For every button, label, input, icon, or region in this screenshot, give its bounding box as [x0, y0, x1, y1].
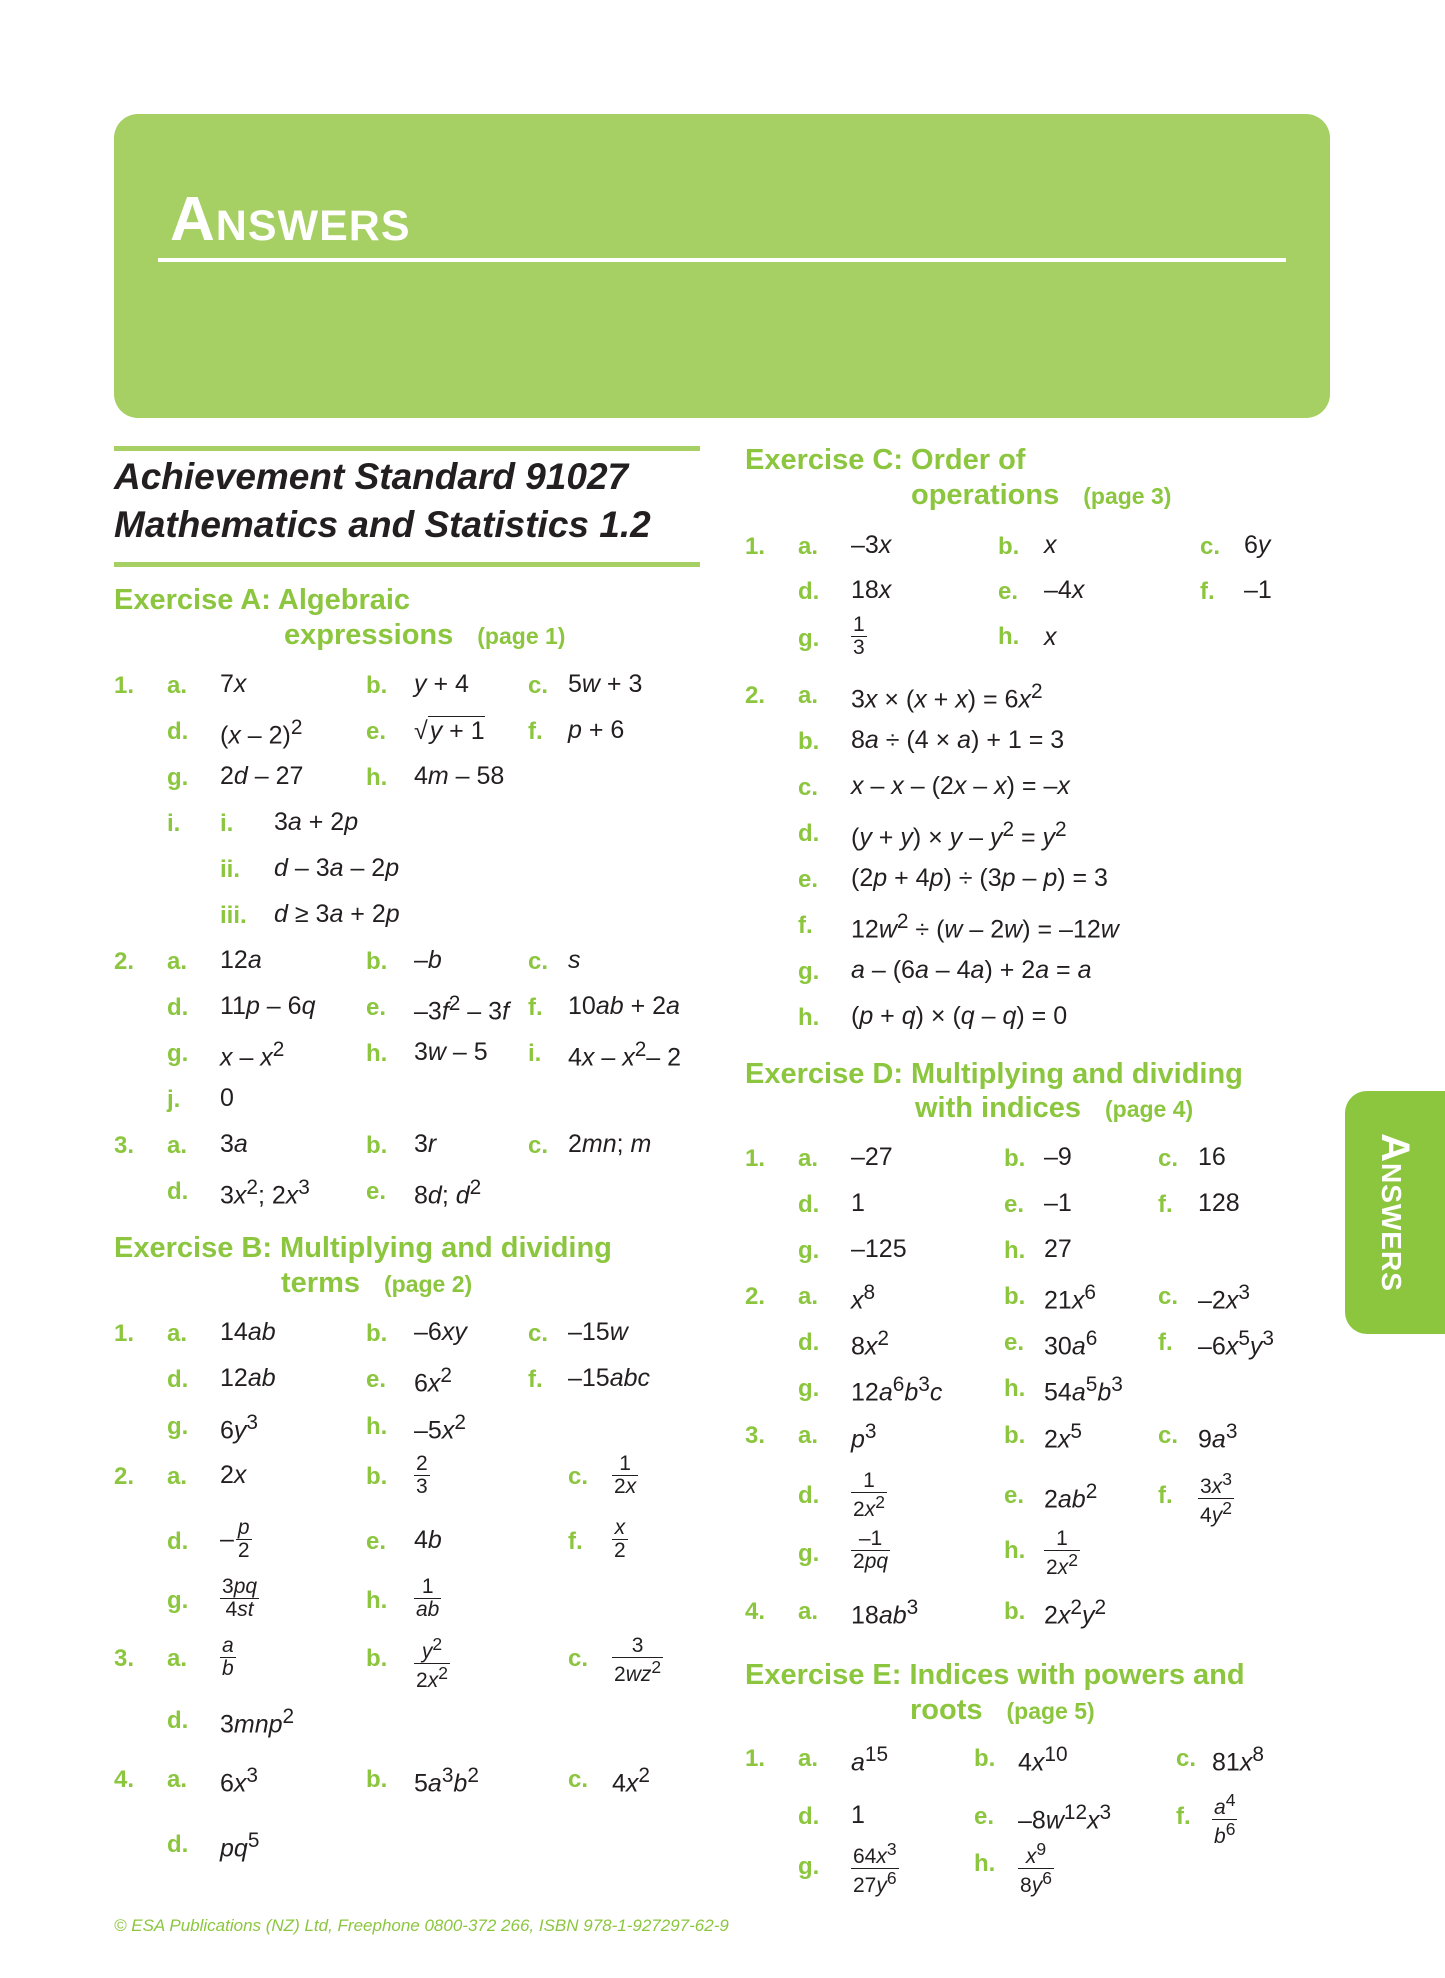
part-label: a.	[798, 1145, 819, 1172]
answer: $4x^{10}$	[1018, 1743, 1068, 1777]
answer: $\frac{1}{3}$	[853, 613, 865, 660]
part-label: e.	[366, 718, 387, 745]
standard-top-rule	[114, 446, 700, 451]
answer: $pq^5$	[220, 1829, 260, 1863]
answer: $2x^2y^2$	[1044, 1596, 1107, 1630]
part-label: f.	[568, 1528, 583, 1555]
question-number: 2.	[745, 682, 766, 709]
part-label: b.	[366, 1766, 388, 1793]
answer: $4x^2$	[612, 1764, 650, 1798]
answer: 18x	[851, 576, 892, 604]
part-label: c.	[1158, 1283, 1179, 1310]
part-label: c.	[528, 1320, 549, 1347]
answer: p + 6	[568, 716, 625, 744]
part-label: f.	[1158, 1482, 1173, 1509]
answer: 3w – 5	[414, 1038, 488, 1066]
answer: –3x	[851, 531, 892, 559]
part-label: b.	[1004, 1598, 1026, 1625]
answer: $\frac{a^4}{b^6}$	[1214, 1790, 1236, 1849]
answer: $\frac{x^9}{8y^6}$	[1020, 1839, 1052, 1898]
part-label: b.	[998, 533, 1020, 560]
part-label: c.	[528, 672, 549, 699]
part-label: e.	[974, 1803, 995, 1830]
exercise-d-page-ref: (page 4)	[1104, 1096, 1194, 1122]
banner-rule	[158, 258, 1286, 262]
answer: $5a^3b^2$	[414, 1764, 479, 1798]
answer: 2d – 27	[220, 762, 304, 790]
answer: 8d; $d^2$	[414, 1176, 482, 1210]
answer: 16	[1198, 1143, 1226, 1171]
part-label: g.	[167, 1040, 189, 1067]
answer: 0	[220, 1084, 234, 1112]
part-label: b.	[1004, 1422, 1026, 1449]
part-label: e.	[366, 1178, 387, 1205]
part-label: h.	[1004, 1537, 1026, 1564]
answer: 1	[851, 1801, 865, 1829]
answer: $2ab^2$	[1044, 1480, 1098, 1514]
part-label: h.	[366, 1587, 388, 1614]
part-label: g.	[167, 1587, 189, 1614]
answer: –4x	[1044, 576, 1085, 604]
answer: 3r	[414, 1130, 437, 1158]
question-number: 2.	[114, 948, 135, 975]
part-label: e.	[1004, 1191, 1025, 1218]
answer: –9	[1044, 1143, 1072, 1171]
part-label: g.	[798, 1375, 820, 1402]
answer: $\frac{a}{b}$	[222, 1634, 234, 1681]
part-label: h.	[974, 1850, 996, 1877]
answer: 5w + 3	[568, 670, 643, 698]
answer: –27	[851, 1143, 893, 1171]
part-label: c.	[1176, 1745, 1197, 1772]
answer: 7x	[220, 670, 247, 698]
part-label: c.	[568, 1645, 589, 1672]
part-label: f.	[1158, 1191, 1173, 1218]
part-label: e.	[366, 1528, 387, 1555]
side-tab	[1345, 1091, 1445, 1334]
question-number: 2.	[745, 1283, 766, 1310]
part-label: a.	[798, 1422, 819, 1449]
part-label: a.	[167, 1320, 188, 1347]
answer: $3x^2$; $2x^3$	[220, 1176, 310, 1210]
part-label: g.	[798, 1237, 820, 1264]
answer: 2mn; m	[568, 1130, 652, 1158]
part-label: c.	[568, 1766, 589, 1793]
part-label: a.	[798, 682, 819, 709]
part-label: b.	[366, 1132, 388, 1159]
answer: 14ab	[220, 1318, 276, 1346]
subpart-label: iii.	[220, 902, 247, 929]
question-number: 1.	[114, 1320, 135, 1347]
part-label: g.	[798, 625, 820, 652]
answer: $-6x^5y^3$	[1198, 1327, 1274, 1361]
answer: d – 3a – 2p	[274, 854, 400, 882]
exercise-b-page-ref: (page 2)	[384, 1271, 473, 1297]
part-label: b.	[366, 1463, 388, 1490]
part-label: c.	[528, 1132, 549, 1159]
part-label: d.	[167, 718, 189, 745]
answer: $-8w^{12}x^3$	[1018, 1801, 1112, 1835]
part-label: d.	[798, 1482, 820, 1509]
part-label: a.	[167, 1463, 188, 1490]
answer: 128	[1198, 1189, 1240, 1217]
answer: 3a	[220, 1130, 248, 1158]
part-label: f.	[528, 718, 543, 745]
exercise-a-heading-line1: Exercise A: Algebraic	[114, 584, 411, 616]
question-number: 4.	[745, 1598, 766, 1625]
answer: d ≥ 3a + 2p	[274, 900, 400, 928]
standard-bottom-rule	[114, 562, 700, 567]
part-label: b.	[366, 1645, 388, 1672]
part-label: a.	[167, 672, 188, 699]
question-number: 4.	[114, 1766, 135, 1793]
answer: s	[568, 946, 581, 974]
part-label: a.	[798, 1745, 819, 1772]
part-label: f.	[1200, 578, 1215, 605]
part-label: d.	[167, 1366, 189, 1393]
question-number: 3.	[114, 1132, 135, 1159]
part-label: d.	[167, 994, 189, 1021]
part-label: b.	[1004, 1283, 1026, 1310]
answer: 27	[1044, 1235, 1072, 1263]
answer: $6x^2$	[414, 1364, 452, 1398]
answer: –1	[1244, 576, 1272, 604]
part-label: g.	[798, 1853, 820, 1880]
side-tab-label: Answers	[1373, 1133, 1418, 1292]
part-label: e.	[366, 1366, 387, 1393]
part-label: e.	[1004, 1329, 1025, 1356]
answer: $-3f^2 - 3f$	[414, 992, 510, 1026]
answer: $-5x^2$	[414, 1411, 466, 1445]
part-label: d.	[798, 820, 820, 847]
answer: $\frac{1}{2x^2}$	[853, 1469, 885, 1522]
exercise-e-page-ref: (page 5)	[1006, 1698, 1095, 1724]
part-label: h.	[798, 1004, 820, 1031]
part-label: e.	[1004, 1482, 1025, 1509]
part-label: d.	[798, 1803, 820, 1830]
answer: $a^{15}$	[851, 1743, 889, 1777]
standard-title-line1: Achievement Standard 91027	[114, 456, 629, 497]
part-label: c.	[568, 1463, 589, 1490]
answer: (x – 2)$^2$	[220, 716, 303, 750]
part-label: d.	[167, 1528, 189, 1555]
part-label: f.	[1176, 1803, 1191, 1830]
question-number: 1.	[114, 672, 135, 699]
answer: $\frac{1}{ab}$	[416, 1575, 440, 1622]
answer: $\frac{1}{2x}$	[614, 1452, 637, 1499]
part-label: i.	[528, 1040, 542, 1067]
answer: 4b	[414, 1526, 442, 1554]
answer: $6x^3$	[220, 1764, 258, 1798]
subpart-label: i.	[220, 810, 234, 837]
answer: x	[1044, 531, 1057, 559]
part-label: c.	[798, 774, 819, 801]
answer: –15abc	[568, 1364, 651, 1392]
part-label: d.	[798, 1191, 820, 1218]
part-label: b.	[974, 1745, 996, 1772]
answer: 11p – 6q	[220, 992, 316, 1020]
copyright-footer: © ESA Publications (NZ) Ltd, Freephone 0800-372 266, ISBN 978-1-927297-62-9	[114, 1916, 729, 1935]
answer: $\frac{64x^3}{27y^6}$	[853, 1839, 897, 1898]
question-number: 1.	[745, 1145, 766, 1172]
answer: 12a	[220, 946, 262, 974]
answer: $8x^2$	[851, 1327, 889, 1361]
part-label: a.	[167, 1766, 188, 1793]
answer: 10ab + 2a	[568, 992, 680, 1020]
answer: $\frac{y^2}{2x^2}$	[416, 1634, 448, 1693]
part-label: h.	[366, 1413, 388, 1440]
answer: – $\frac{p}{2}$	[220, 1516, 250, 1563]
part-label: h.	[366, 1040, 388, 1067]
answer: $\frac{3}{2wz^2}$	[614, 1634, 662, 1687]
answer: $30a^6$	[1044, 1327, 1098, 1361]
part-label: d.	[167, 1707, 189, 1734]
answer: 8a ÷ (4 × a) + 1 = 3	[851, 726, 1065, 754]
part-label: h.	[1004, 1237, 1026, 1264]
exercise-c-page-ref: (page 3)	[1083, 483, 1172, 509]
answer: $81x^8$	[1212, 1743, 1264, 1777]
answer: 2x	[220, 1461, 247, 1489]
part-label: h.	[1004, 1375, 1026, 1402]
exercise-b-heading-line1: Exercise B: Multiplying and dividing	[114, 1232, 612, 1264]
exercise-e-heading-line1: Exercise E: Indices with powers and	[745, 1659, 1245, 1691]
part-label: d.	[167, 1178, 189, 1205]
exercise-b-heading-line2: terms (page 2)	[281, 1267, 473, 1299]
part-label: b.	[798, 728, 820, 755]
question-number: 3.	[114, 1645, 135, 1672]
part-label: e.	[998, 578, 1019, 605]
part-label: a.	[167, 1645, 188, 1672]
part-label: f.	[798, 912, 813, 939]
part-label: a.	[167, 1132, 188, 1159]
part-label: b.	[366, 1320, 388, 1347]
banner-title: Answers	[170, 185, 411, 254]
answer: $p^3$	[851, 1420, 877, 1454]
answer: $12w^2 \div (w - 2w) = -12w$	[851, 910, 1119, 944]
part-label: e.	[798, 866, 819, 893]
part-label: g.	[167, 764, 189, 791]
answer: $(y + y) \times y - y^2 = y^2$	[851, 818, 1067, 852]
answer: x	[1044, 623, 1057, 651]
exercise-c-heading-line2: operations (page 3)	[911, 479, 1172, 511]
answer: 6y	[1244, 531, 1271, 559]
answer: $9a^3$	[1198, 1420, 1238, 1454]
question-number: 1.	[745, 533, 766, 560]
part-label: d.	[798, 578, 820, 605]
exercise-a-page-ref: (page 1)	[477, 623, 566, 649]
answer: $\frac{-1}{2pq}$	[853, 1527, 889, 1574]
answer: $\frac{x}{2}$	[614, 1516, 626, 1563]
part-label: c.	[528, 948, 549, 975]
part-label: a.	[798, 1598, 819, 1625]
answer: 3a + 2p	[274, 808, 359, 836]
exercise-d-heading-line2: with indices (page 4)	[915, 1092, 1194, 1124]
part-label: i.	[167, 810, 181, 837]
answer: 3mnp$^2$	[220, 1705, 295, 1739]
part-label: g.	[798, 958, 820, 985]
part-label: f.	[1158, 1329, 1173, 1356]
part-label: a.	[798, 1283, 819, 1310]
exercise-e-heading-line2: roots (page 5)	[910, 1694, 1095, 1726]
answer: $54a^5b^3$	[1044, 1373, 1123, 1407]
answer: $\frac{1}{2x^2}$	[1046, 1527, 1078, 1580]
answer: $\frac{3x^3}{4y^2}$	[1200, 1469, 1232, 1528]
answer: $2x^5$	[1044, 1420, 1082, 1454]
question-number: 3.	[745, 1422, 766, 1449]
part-label: c.	[1200, 533, 1221, 560]
part-label: f.	[528, 994, 543, 1021]
answer: a – (6a – 4a) + 2a = a	[851, 956, 1092, 984]
part-label: d.	[167, 1831, 189, 1858]
answer: $18ab^3$	[851, 1596, 919, 1630]
answer: x – $x^2$	[220, 1038, 285, 1072]
answer: $\frac{3pq}{4st}$	[222, 1575, 258, 1622]
part-label: g.	[167, 1413, 189, 1440]
answer: 1	[851, 1189, 865, 1217]
answers-banner	[114, 114, 1330, 418]
answer: –125	[851, 1235, 907, 1263]
part-label: d.	[798, 1329, 820, 1356]
part-label: f.	[528, 1366, 543, 1393]
part-label: e.	[366, 994, 387, 1021]
answer: (p + q) × (q – q) = 0	[851, 1002, 1068, 1030]
answer: (2p + 4p) ÷ (3p – p) = 3	[851, 864, 1108, 892]
part-label: b.	[1004, 1145, 1026, 1172]
answer: 12ab	[220, 1364, 276, 1392]
answer: $6y^3$	[220, 1411, 258, 1445]
question-number: 1.	[745, 1745, 766, 1772]
answer: $-2x^3$	[1198, 1281, 1250, 1315]
question-number: 2.	[114, 1463, 135, 1490]
answer: $x^8$	[851, 1281, 876, 1315]
part-label: c.	[1158, 1145, 1179, 1172]
answer: –6xy	[414, 1318, 467, 1346]
answer: 4m – 58	[414, 762, 505, 790]
part-label: h.	[998, 623, 1020, 650]
answer: y + 4	[414, 670, 469, 698]
answer: –1	[1044, 1189, 1072, 1217]
standard-title-line2: Mathematics and Statistics 1.2	[114, 504, 651, 545]
part-label: a.	[167, 948, 188, 975]
part-label: j.	[167, 1086, 181, 1113]
part-label: h.	[366, 764, 388, 791]
answer: $12a^6b^3c$	[851, 1373, 943, 1407]
answer: –b	[414, 946, 442, 974]
answer: $21x^6$	[1044, 1281, 1096, 1315]
answer: $3x \times (x + x) = 6x^2$	[851, 680, 1043, 714]
part-label: a.	[798, 533, 819, 560]
exercise-a-heading-line2: expressions (page 1)	[284, 619, 566, 651]
subpart-label: ii.	[220, 856, 241, 883]
part-label: b.	[366, 672, 388, 699]
part-label: c.	[1158, 1422, 1179, 1449]
answer: $\frac{2}{3}$	[416, 1452, 428, 1499]
exercise-d-heading-line1: Exercise D: Multiplying and dividing	[745, 1058, 1243, 1090]
answer: x – x – (2x – x) = –x	[851, 772, 1070, 800]
part-label: g.	[798, 1540, 820, 1567]
exercise-c-heading-line1: Exercise C: Order of	[745, 444, 1026, 476]
part-label: b.	[366, 948, 388, 975]
answer: –15w	[568, 1318, 628, 1346]
answer: $4x - x^2-$ 2	[568, 1038, 682, 1072]
answer: √y + 1	[414, 717, 485, 745]
